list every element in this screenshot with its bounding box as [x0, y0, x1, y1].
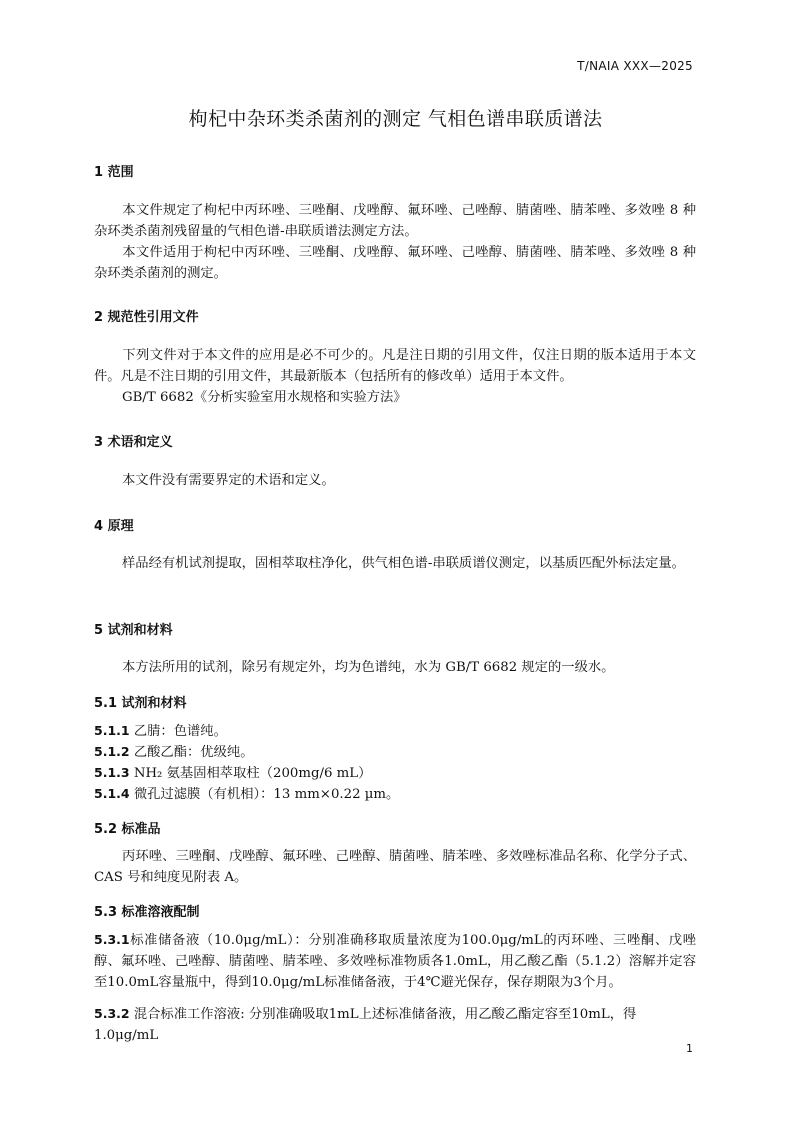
list-item: 5.1.3 NH₂ 氨基固相萃取柱（200mg/6 mL） [94, 765, 372, 781]
section-1-paragraph-2: 本文件适用于枸杞中丙环唑、三唑酮、戊唑醇、氟环唑、己唑醇、腈菌唑、腈苯唑、多效唑 8 种杂环类杀菌剂的测定。 [94, 245, 696, 281]
page-number: 1 [686, 1042, 693, 1055]
list-item: 5.3.1标准储备液（10.0μg/mL）：分别准确移取质量浓度为100.0μg/mL的丙环唑、三唑酮、戊唑醇、氟环唑、己唑醇、腈菌唑、腈苯唑、多效唑标准物质各1.0mL，用乙酸乙酯（5.1.2）溶解并定容至10.0mL容量瓶中，得到10.0μg/mL标准储备液，于4℃避光保存，保存期限为3个月。 [94, 932, 696, 990]
list-item: 5.1.1 乙腈：色谱纯。 [94, 723, 227, 739]
list-item: 5.1.4 微孔过滤膜（有机相）：13 mm×0.22 µm。 [94, 786, 400, 802]
section-5-heading: 5 试剂和材料 [94, 623, 173, 638]
section-2-reference: GB/T 6682《分析实验室用水规格和实验方法》 [122, 390, 407, 405]
section-3-heading: 3 术语和定义 [94, 435, 173, 450]
list-item: 5.3.2 混合标准工作溶液: 分别准确吸取1mL上述标准储备液，用乙酸乙酯定容至10mL，得1.0μg/mL [94, 1006, 637, 1043]
section-4-heading: 4 原理 [94, 519, 134, 534]
section-1-heading: 1 范围 [94, 165, 134, 180]
document-title: 枸杞中杂环类杀菌剂的测定 气相色谱串联质谱法 [188, 108, 603, 130]
section-5-2-heading: 5.2 标准品 [94, 822, 161, 837]
section-5-paragraph-1: 本方法所用的试剂，除另有规定外，均为色谱纯，水为 GB/T 6682 规定的一级水。 [122, 660, 615, 675]
standard-code: T/NAIA XXX—2025 [577, 59, 693, 73]
section-4-paragraph-1: 样品经有机试剂提取，固相萃取柱净化，供气相色谱-串联质谱仪测定，以基质匹配外标法定量。 [122, 556, 685, 571]
list-item: 5.1.2 乙酸乙酯：优级纯。 [94, 744, 254, 760]
section-5-3-heading: 5.3 标准溶液配制 [94, 905, 200, 920]
section-5-2-paragraph-1: 丙环唑、三唑酮、戊唑醇、氟环唑、己唑醇、腈菌唑、腈苯唑、多效唑标准品名称、化学分子式、CAS 号和纯度见附表 A。 [94, 849, 696, 885]
section-2-heading: 2 规范性引用文件 [94, 310, 199, 325]
section-1-paragraph-1: 本文件规定了枸杞中丙环唑、三唑酮、戊唑醇、氟环唑、己唑醇、腈菌唑、腈苯唑、多效唑 8 种杂环类杀菌剂残留量的气相色谱-串联质谱法测定方法。 [94, 203, 696, 239]
section-2-paragraph-1: 下列文件对于本文件的应用是必不可少的。凡是注日期的引用文件，仅注日期的版本适用于本文件。凡是不注日期的引用文件，其最新版本（包括所有的修改单）适用于本文件。 [94, 348, 696, 384]
section-5-1-heading: 5.1 试剂和材料 [94, 696, 187, 711]
section-3-paragraph-1: 本文件没有需要界定的术语和定义。 [122, 473, 335, 488]
